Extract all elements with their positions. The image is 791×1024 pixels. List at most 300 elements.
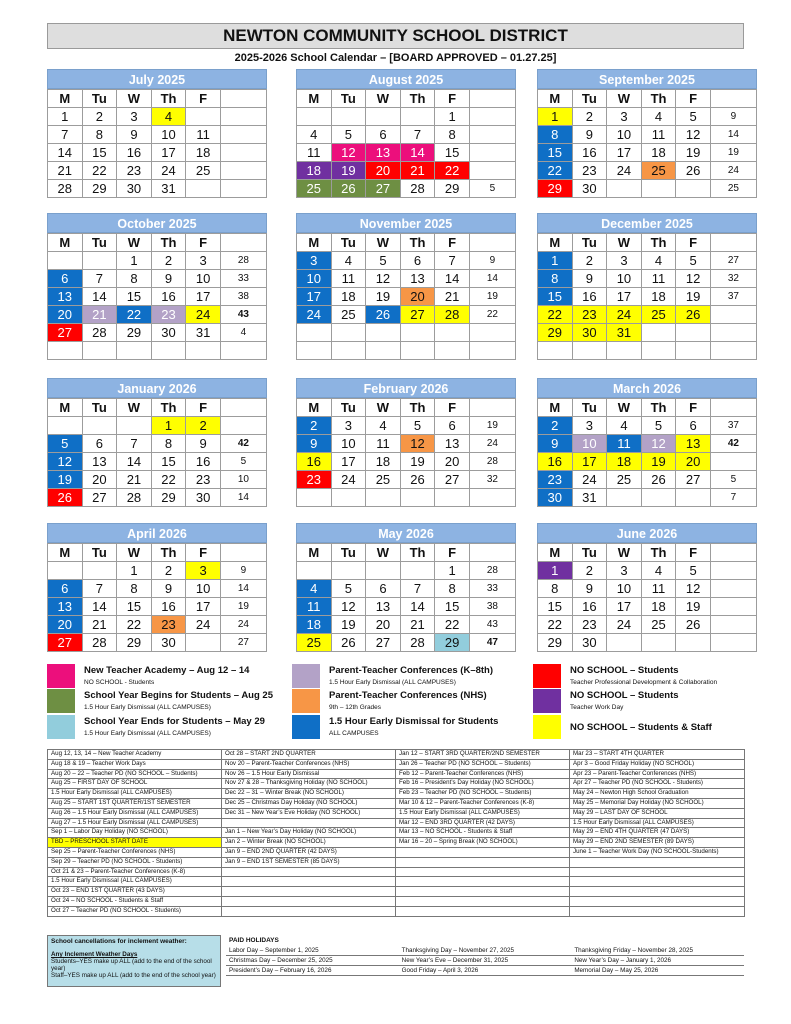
day-cell: 20 [48, 616, 83, 634]
day-cell: 27 [676, 471, 711, 489]
week-row [48, 489, 267, 507]
day-count-header [710, 399, 756, 417]
day-cell: 25 [366, 471, 401, 489]
legend-swatch [292, 689, 320, 713]
day-cell: 26 [676, 616, 711, 634]
day-cell: 11 [641, 126, 676, 144]
day-count: 32 [710, 270, 756, 288]
day-count [220, 126, 266, 144]
event-cell: 1.5 Hour Early Dismissal (ALL CAMPUSES) [396, 808, 570, 818]
event-cell: Jan 1 – New Year’s Day Holiday (NO SCHOOL) [222, 828, 396, 838]
event-cell: May 29 – END 4TH QUARTER (47 DAYS) [570, 828, 745, 838]
day-cell [366, 342, 401, 360]
day-cell [331, 489, 366, 507]
month-grid [296, 233, 516, 360]
day-cell: 12 [331, 144, 366, 162]
month-title: November 2025 [296, 213, 516, 233]
week-row [538, 270, 757, 288]
day-cell [641, 489, 676, 507]
weekday-header: Tu [82, 90, 117, 108]
event-cell: Nov 27 & 28 – Thanksgiving Holiday (NO SCHOOL) [222, 779, 396, 789]
day-cell: 3 [331, 417, 366, 435]
paid-holiday-cell: Thanksgiving Day – November 27, 2025 [399, 946, 572, 956]
day-cell: 9 [572, 270, 607, 288]
day-cell: 19 [676, 288, 711, 306]
month-april-2026 [47, 523, 267, 652]
day-cell [676, 489, 711, 507]
inclement-weather-box [47, 935, 221, 987]
legend-subtitle: 9th – 12th Grades [329, 704, 382, 711]
day-count: 14 [220, 580, 266, 598]
day-cell: 16 [572, 144, 607, 162]
day-cell: 30 [572, 324, 607, 342]
day-cell: 4 [641, 562, 676, 580]
week-row [48, 562, 267, 580]
day-cell: 27 [435, 471, 470, 489]
day-count-header [469, 90, 515, 108]
day-cell: 6 [366, 580, 401, 598]
day-cell [400, 562, 435, 580]
day-cell [607, 180, 642, 198]
day-count: 9 [469, 252, 515, 270]
day-count: 24 [710, 162, 756, 180]
day-count: 32 [469, 471, 515, 489]
week-row [297, 270, 516, 288]
event-cell: Apr 3 – Good Friday Holiday (NO SCHOOL) [570, 759, 745, 769]
month-title: April 2026 [47, 523, 267, 543]
event-row [48, 808, 745, 818]
day-cell: 16 [297, 453, 332, 471]
day-count: 22 [469, 306, 515, 324]
legend-item [292, 664, 532, 692]
event-cell: Oct 21 & 23 – Parent-Teacher Conferences (K-8) [48, 867, 222, 877]
day-cell: 3 [186, 562, 221, 580]
day-cell: 15 [538, 288, 573, 306]
day-cell: 1 [48, 108, 83, 126]
day-cell: 5 [676, 562, 711, 580]
day-cell: 2 [186, 417, 221, 435]
week-row [297, 580, 516, 598]
day-cell: 11 [331, 270, 366, 288]
weekday-header: F [435, 544, 470, 562]
day-cell: 15 [117, 598, 152, 616]
week-row [538, 126, 757, 144]
legend-title: Parent-Teacher Conferences (NHS) [329, 690, 487, 701]
event-cell: Oct 27 – Teacher PD (NO SCHOOL - Students) [48, 906, 222, 916]
day-cell: 15 [435, 598, 470, 616]
day-cell: 23 [572, 162, 607, 180]
weekday-header: Th [151, 399, 186, 417]
day-cell: 3 [572, 417, 607, 435]
day-cell: 6 [48, 270, 83, 288]
weekday-header: M [48, 234, 83, 252]
day-cell: 7 [82, 270, 117, 288]
day-count [710, 616, 756, 634]
event-cell [396, 857, 570, 867]
day-cell: 13 [366, 144, 401, 162]
calendar-subtitle: 2025-2026 School Calendar – [BOARD APPROVED – 01.27.25] [234, 52, 557, 64]
legend-item [47, 689, 287, 717]
weekday-header: M [48, 90, 83, 108]
day-cell [297, 324, 332, 342]
event-row [48, 818, 745, 828]
day-cell: 23 [186, 471, 221, 489]
weekday-header: M [48, 544, 83, 562]
day-cell: 1 [117, 562, 152, 580]
event-cell [222, 887, 396, 897]
week-row [538, 634, 757, 652]
day-cell: 18 [641, 598, 676, 616]
day-cell [331, 562, 366, 580]
event-row [48, 789, 745, 799]
month-march-2026 [537, 378, 757, 507]
event-cell [222, 896, 396, 906]
day-cell: 1 [538, 562, 573, 580]
legend-swatch [533, 715, 561, 739]
legend-item [533, 715, 773, 743]
day-cell: 3 [117, 108, 152, 126]
day-cell: 29 [82, 180, 117, 198]
event-cell: Mar 16 – 20 – Spring Break (NO SCHOOL) [396, 838, 570, 848]
event-row [48, 896, 745, 906]
week-row [48, 108, 267, 126]
week-row [538, 471, 757, 489]
event-cell: Sep 29 – Teacher PD (NO SCHOOL - Students) [48, 857, 222, 867]
week-row [297, 162, 516, 180]
day-cell: 7 [435, 252, 470, 270]
day-cell: 14 [82, 598, 117, 616]
weekday-header: Th [400, 544, 435, 562]
day-cell: 29 [435, 634, 470, 652]
weekday-header: F [186, 234, 221, 252]
day-cell: 8 [117, 270, 152, 288]
day-cell: 4 [641, 108, 676, 126]
day-cell: 4 [641, 252, 676, 270]
week-row [538, 288, 757, 306]
day-count: 5 [220, 453, 266, 471]
day-cell: 22 [82, 162, 117, 180]
paid-holiday-cell: Memorial Day – May 25, 2026 [571, 966, 744, 976]
event-cell: Aug 25 – FIRST DAY OF SCHOOL [48, 779, 222, 789]
day-cell: 31 [607, 324, 642, 342]
day-cell: 24 [186, 616, 221, 634]
event-row [48, 779, 745, 789]
day-cell: 17 [607, 288, 642, 306]
day-cell: 13 [676, 435, 711, 453]
legend-title: NO SCHOOL – Students & Staff [570, 722, 712, 733]
day-count [710, 342, 756, 360]
day-count: 43 [220, 306, 266, 324]
event-cell: Aug 25 – START 1ST QUARTER/1ST SEMESTER [48, 798, 222, 808]
day-cell: 30 [538, 489, 573, 507]
event-cell: Feb 23 – Teacher PD (NO SCHOOL – Students) [396, 789, 570, 799]
day-cell: 20 [676, 453, 711, 471]
day-cell: 1 [435, 108, 470, 126]
day-cell: 2 [572, 252, 607, 270]
day-cell: 14 [82, 288, 117, 306]
event-cell: Mar 23 – START 4TH QUARTER [570, 750, 745, 760]
legend-swatch [47, 715, 75, 739]
day-cell: 18 [297, 616, 332, 634]
weekday-header: W [117, 90, 152, 108]
legend-title: NO SCHOOL – Students [570, 665, 679, 676]
day-count-header [710, 234, 756, 252]
day-cell: 17 [607, 598, 642, 616]
day-count [469, 126, 515, 144]
day-cell: 12 [676, 270, 711, 288]
day-cell [572, 342, 607, 360]
month-grid [47, 89, 267, 198]
event-cell: Apr 23 – Parent-Teacher Conferences (NHS) [570, 769, 745, 779]
day-count-header [220, 544, 266, 562]
day-count [220, 108, 266, 126]
month-title: December 2025 [537, 213, 757, 233]
day-count [710, 580, 756, 598]
day-cell: 19 [331, 162, 366, 180]
weekday-header: Th [151, 234, 186, 252]
week-row [297, 616, 516, 634]
weekday-header: W [366, 90, 401, 108]
day-cell: 21 [435, 288, 470, 306]
month-title: February 2026 [296, 378, 516, 398]
day-cell: 22 [117, 306, 152, 324]
day-cell: 13 [48, 598, 83, 616]
week-row [297, 288, 516, 306]
day-cell: 25 [641, 616, 676, 634]
day-count [220, 162, 266, 180]
week-row [297, 252, 516, 270]
cancellation-subtitle: Any Inclement Weather Days [51, 951, 138, 958]
weekday-header: Tu [331, 399, 366, 417]
day-cell: 30 [151, 634, 186, 652]
weekday-header: Th [151, 90, 186, 108]
day-cell: 28 [82, 634, 117, 652]
day-cell: 1 [435, 562, 470, 580]
week-row [538, 580, 757, 598]
weekday-header: F [435, 399, 470, 417]
event-cell: 1.5 Hour Early Dismissal (ALL CAMPUSES) [48, 877, 222, 887]
day-cell: 5 [641, 417, 676, 435]
day-count [220, 144, 266, 162]
day-count: 14 [710, 126, 756, 144]
day-count-header [220, 90, 266, 108]
month-grid [296, 398, 516, 507]
month-title: January 2026 [47, 378, 267, 398]
day-cell [186, 342, 221, 360]
week-row [538, 108, 757, 126]
day-cell [366, 489, 401, 507]
event-row [48, 857, 745, 867]
event-cell: Sep 1 – Labor Day Holiday (NO SCHOOL) [48, 828, 222, 838]
legend-title: School Year Ends for Students – May 29 [84, 716, 265, 727]
day-cell: 10 [151, 126, 186, 144]
week-row [538, 489, 757, 507]
week-row [297, 435, 516, 453]
day-cell [607, 634, 642, 652]
weekday-header: Th [641, 544, 676, 562]
event-cell: May 24 – Newton High School Graduation [570, 789, 745, 799]
day-cell: 2 [297, 417, 332, 435]
day-cell: 16 [151, 598, 186, 616]
day-cell [186, 108, 221, 126]
day-cell: 23 [151, 306, 186, 324]
day-cell: 25 [607, 471, 642, 489]
day-cell: 23 [151, 616, 186, 634]
month-title: August 2025 [296, 69, 516, 89]
weekday-header: F [676, 90, 711, 108]
event-row [48, 887, 745, 897]
weekday-header: Tu [331, 90, 366, 108]
legend-swatch [533, 689, 561, 713]
event-cell: Jan 9 – END 1ST SEMESTER (85 DAYS) [222, 857, 396, 867]
day-count: 9 [220, 562, 266, 580]
day-cell [676, 180, 711, 198]
day-cell: 15 [538, 598, 573, 616]
day-cell: 15 [151, 453, 186, 471]
day-cell: 27 [366, 180, 401, 198]
paid-holiday-row [226, 946, 744, 956]
paid-holiday-row [226, 966, 744, 976]
day-cell: 4 [297, 580, 332, 598]
day-cell [186, 180, 221, 198]
day-cell: 5 [366, 252, 401, 270]
cancellation-students: Students–YES make up ALL (add to the end of the school year) [51, 958, 212, 972]
day-count: 37 [710, 288, 756, 306]
month-may-2026 [296, 523, 516, 652]
day-cell: 28 [400, 634, 435, 652]
day-cell: 6 [366, 126, 401, 144]
week-row [48, 616, 267, 634]
day-count [710, 562, 756, 580]
day-cell: 4 [331, 252, 366, 270]
weekday-header: Tu [331, 234, 366, 252]
day-cell [400, 342, 435, 360]
day-count: 24 [220, 616, 266, 634]
day-cell: 14 [48, 144, 83, 162]
event-cell: Dec 31 – New Year’s Eve Holiday (NO SCHOOL) [222, 808, 396, 818]
day-cell [607, 489, 642, 507]
day-count: 10 [220, 471, 266, 489]
day-cell: 22 [435, 162, 470, 180]
day-count: 38 [469, 598, 515, 616]
weekday-header: Th [400, 399, 435, 417]
day-cell: 22 [538, 162, 573, 180]
week-row [48, 252, 267, 270]
day-cell: 13 [82, 453, 117, 471]
legend-swatch [292, 664, 320, 688]
weekday-header: W [607, 544, 642, 562]
event-cell: Jan 9 – END 2ND QUARTER (42 DAYS) [222, 847, 396, 857]
event-cell [570, 906, 745, 916]
week-row [297, 306, 516, 324]
legend-item [47, 664, 287, 692]
day-cell: 3 [607, 108, 642, 126]
day-cell: 21 [82, 306, 117, 324]
day-cell: 16 [151, 288, 186, 306]
weekday-header: M [297, 544, 332, 562]
legend-swatch [533, 664, 561, 688]
day-cell: 10 [607, 270, 642, 288]
weekday-header: M [538, 399, 573, 417]
week-row [538, 324, 757, 342]
day-cell: 20 [366, 162, 401, 180]
events-table [47, 749, 745, 917]
event-cell: Jan 2 – Winter Break (NO SCHOOL) [222, 838, 396, 848]
day-count-header [710, 544, 756, 562]
day-cell: 3 [607, 562, 642, 580]
weekday-header: M [297, 234, 332, 252]
event-cell [396, 877, 570, 887]
day-count: 5 [710, 471, 756, 489]
day-cell: 19 [331, 616, 366, 634]
month-title: July 2025 [47, 69, 267, 89]
day-cell: 11 [641, 580, 676, 598]
day-cell: 13 [400, 270, 435, 288]
day-cell: 5 [676, 252, 711, 270]
day-cell: 24 [607, 162, 642, 180]
event-row [48, 838, 745, 848]
day-cell: 9 [538, 435, 573, 453]
month-september-2025 [537, 69, 757, 198]
day-cell: 5 [400, 417, 435, 435]
month-grid [537, 233, 757, 360]
day-cell: 10 [186, 580, 221, 598]
day-cell: 26 [641, 471, 676, 489]
day-cell [48, 562, 83, 580]
day-cell: 11 [186, 126, 221, 144]
day-cell: 9 [186, 435, 221, 453]
day-cell: 22 [117, 616, 152, 634]
event-cell: Oct 24 – NO SCHOOL - Students & Staff [48, 896, 222, 906]
day-cell [331, 324, 366, 342]
event-cell [396, 906, 570, 916]
day-cell: 24 [572, 471, 607, 489]
day-cell: 9 [151, 270, 186, 288]
month-june-2026 [537, 523, 757, 652]
day-cell: 10 [607, 580, 642, 598]
day-cell: 17 [186, 598, 221, 616]
weekday-header: Tu [572, 544, 607, 562]
week-row [48, 435, 267, 453]
day-cell: 8 [151, 435, 186, 453]
day-cell: 12 [331, 598, 366, 616]
day-cell: 20 [82, 471, 117, 489]
day-cell [297, 342, 332, 360]
day-cell: 2 [82, 108, 117, 126]
day-cell [82, 252, 117, 270]
day-cell [82, 562, 117, 580]
day-cell [82, 417, 117, 435]
day-count: 38 [220, 288, 266, 306]
day-cell: 21 [400, 162, 435, 180]
day-cell: 13 [48, 288, 83, 306]
day-cell: 1 [117, 252, 152, 270]
event-cell [570, 887, 745, 897]
day-cell [48, 342, 83, 360]
legend-title: 1.5 Hour Early Dismissal for Students [329, 716, 499, 727]
day-cell: 13 [366, 598, 401, 616]
weekday-header: W [366, 234, 401, 252]
day-cell: 6 [82, 435, 117, 453]
weekday-header: M [538, 90, 573, 108]
day-cell: 19 [641, 453, 676, 471]
weekday-header: W [117, 399, 152, 417]
day-cell: 7 [48, 126, 83, 144]
day-cell: 12 [400, 435, 435, 453]
week-row [48, 288, 267, 306]
day-cell [676, 634, 711, 652]
legend-title: New Teacher Academy – Aug 12 – 14 [84, 665, 250, 676]
